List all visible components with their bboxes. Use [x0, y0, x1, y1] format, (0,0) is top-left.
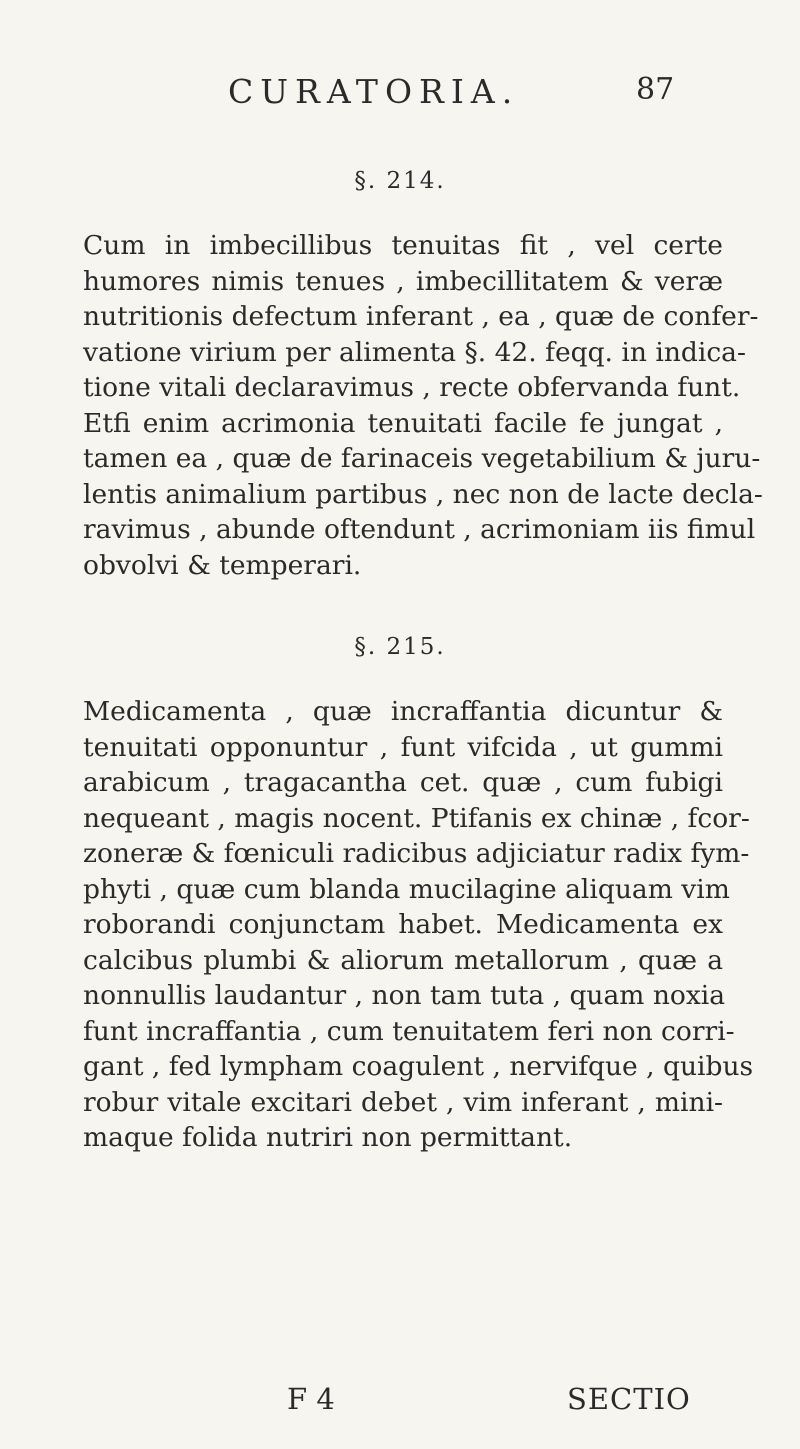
text-line: robur vitale excitari debet , vim inferant , mini- [83, 1086, 723, 1118]
text-line: tione vitali declaravimus , recte obfervanda funt. [83, 372, 741, 403]
text-line: Etfi enim acrimonia tenuitati facile fe jungat , [83, 407, 723, 439]
section-mark-215: §. 215. [354, 634, 446, 660]
page-footer [0, 1382, 800, 1422]
text-line: phyti , quæ cum blanda mucilagine aliquam vim [83, 873, 730, 905]
text-line: nonnullis laudantur , non tam tuta , quam noxia [83, 980, 726, 1011]
text-line: maque folida nutriri non permittant. [83, 1122, 573, 1153]
text-line: lentis animalium partibus , nec non de lacte decla- [83, 478, 763, 510]
text-line: roborandi conjunctam habet. Medicamenta ex [83, 909, 723, 940]
text-line: zoneræ & fœniculi radicibus adjiciatur radix fym- [83, 838, 750, 869]
text-line: Medicamenta , quæ incraffantia dicuntur & [83, 696, 723, 727]
running-title: CURATORIA. [228, 72, 520, 111]
text-line: arabicum , tragacantha cet. quæ , cum fubigi [83, 767, 723, 798]
text-line: nutritionis defectum inferant , ea , quæ de confer- [83, 301, 759, 332]
text-line: humores nimis tenues , imbecillitatem & veræ [83, 265, 723, 297]
text-line: ravimus , abunde oftendunt , acrimoniam iis fimul [83, 514, 756, 545]
catchword: SECTIO [567, 1382, 691, 1416]
text-line: Cum in imbecillibus tenuitas fit , vel certe [83, 230, 723, 261]
text-line: vatione virium per alimenta §. 42. feqq. in indica- [83, 336, 746, 368]
paragraph-215 [83, 694, 754, 1156]
section-mark-214: §. 214. [354, 168, 446, 194]
running-head [0, 72, 800, 112]
text-line: tenuitati opponuntur , funt vifcida , ut gummi [83, 731, 723, 763]
text-line: tamen ea , quæ de farinaceis vegetabilium & juru- [83, 443, 761, 474]
signature-mark: F 4 [287, 1382, 335, 1416]
text-line: nequeant , magis nocent. Ptifanis ex chinæ , fcor- [83, 802, 750, 834]
text-line: obvolvi & temperari. [83, 549, 362, 581]
text-line: calcibus plumbi & aliorum metallorum , quæ a [83, 944, 723, 976]
paragraph-214 [83, 228, 763, 583]
page-number: 87 [636, 72, 675, 107]
text-line: gant , fed lympham coagulent , nervifque , quibus [83, 1051, 754, 1082]
text-line: funt incraffantia , cum tenuitatem feri non corri- [83, 1015, 735, 1047]
